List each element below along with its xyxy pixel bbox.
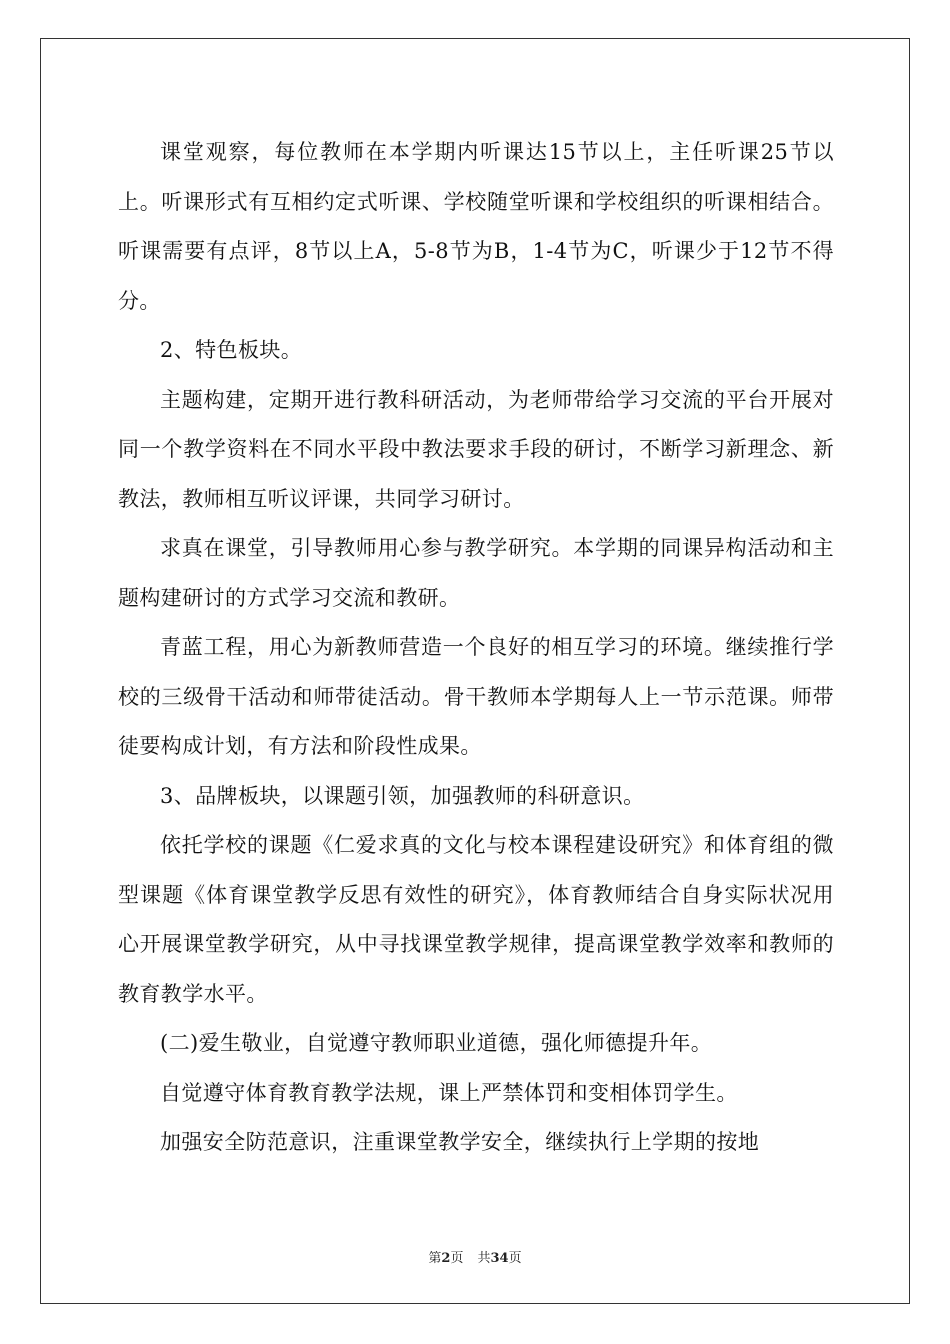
paragraph-7: 依托学校的课题《仁爱求真的文化与校本课程建设研究》和体育组的微型课题《体育课堂教学反思有效性的研究》，体育教师结合自身实际状况用心开展课堂教学研究，从中寻找课堂教学规律，提高课堂教学效率和教师的教育教学水平。 xyxy=(118,833,834,1006)
paragraph-9: 自觉遵守体育教育教学法规，课上严禁体罚和变相体罚学生。 xyxy=(160,1080,738,1105)
total-label-suffix: 页 xyxy=(508,1251,522,1266)
paragraph-10: 加强安全防范意识，注重课堂教学安全，继续执行上学期的按地 xyxy=(160,1130,760,1154)
paragraph-5: 青蓝工程，用心为新教师营造一个良好的相互学习的环境。继续推行学校的三级骨干活动和师带徒活动。骨干教师本学期每人上一节示范课。师带徒要构成计划，有方法和阶段性成果。 xyxy=(118,635,834,758)
paragraph-3: 主题构建，定期开进行教科研活动，为老师带给学习交流的平台开展对同一个教学资料在不同水平段中教法要求手段的研讨，不断学习新理念、新教法，教师相互听议评课，共同学习研讨。 xyxy=(118,387,834,511)
paragraph-6: 3、品牌板块，以课题引领，加强教师的科研意识。 xyxy=(160,783,645,808)
document-body xyxy=(118,128,834,1168)
page-footer xyxy=(0,1247,950,1266)
total-label-prefix: 共 xyxy=(477,1251,491,1266)
paragraph-1: 课堂观察，每位教师在本学期内听课达15节以上，主任听课25节以上。听课形式有互相约定式听课、学校随堂听课和学校组织的听课相结合。听课需要有点评，8节以上A，5-8节为B，1-4节为C，听课少于12节不得分。 xyxy=(118,140,834,313)
paragraph-8: (二)爱生敬业，自觉遵守教师职业道德，强化师德提升年。 xyxy=(160,1031,713,1055)
paragraph-2: 2、特色板块。 xyxy=(160,338,303,362)
current-page-number: 2 xyxy=(441,1251,451,1266)
page-label-suffix: 页 xyxy=(450,1251,464,1266)
total-page-number: 34 xyxy=(490,1251,509,1266)
paragraph-4: 求真在课堂，引导教师用心参与教学研究。本学期的同课异构活动和主题构建研讨的方式学习交流和教研。 xyxy=(118,536,834,610)
page-label-prefix: 第 xyxy=(428,1251,442,1266)
